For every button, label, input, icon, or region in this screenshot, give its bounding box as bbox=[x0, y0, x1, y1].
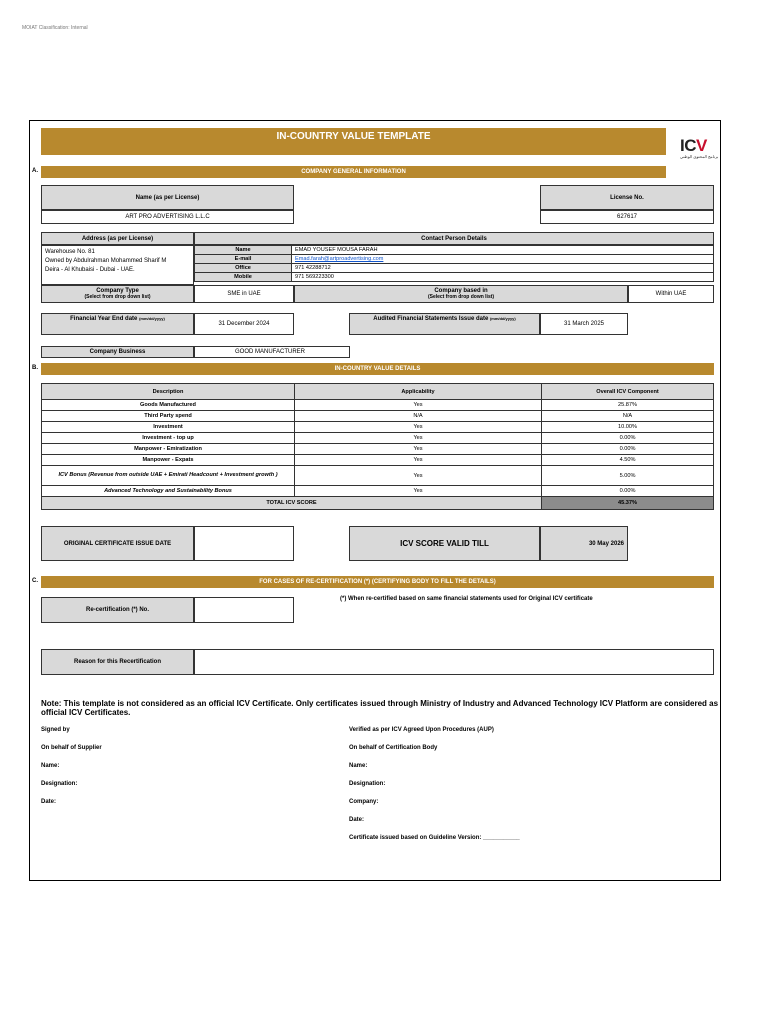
icv-row-val: 5.00% bbox=[542, 466, 714, 486]
contact-name-label: Name bbox=[195, 246, 292, 255]
icv-col-overall: Overall ICV Component bbox=[542, 384, 714, 400]
page-title: IN-COUNTRY VALUE TEMPLATE bbox=[41, 128, 666, 155]
icv-row-app[interactable]: Yes bbox=[295, 466, 542, 486]
recert-reason-label: Reason for this Recertification bbox=[41, 649, 194, 675]
icv-col-description: Description bbox=[42, 384, 295, 400]
icv-row-val: 10.00% bbox=[542, 422, 714, 433]
afs-issue-field[interactable]: 31 March 2025 bbox=[540, 313, 628, 335]
company-type-select[interactable]: SME in UAE bbox=[194, 285, 294, 303]
license-field[interactable]: 627617 bbox=[540, 210, 714, 224]
contact-row bbox=[195, 246, 714, 255]
icv-row-app[interactable]: Yes bbox=[295, 486, 542, 497]
sig-on-behalf-supplier: On behalf of Supplier bbox=[41, 745, 102, 751]
recert-reason-field[interactable] bbox=[194, 649, 714, 675]
contact-mobile-field[interactable]: 971 569223300 bbox=[292, 273, 714, 282]
contact-office-label: Office bbox=[195, 264, 292, 273]
icv-row bbox=[42, 433, 714, 444]
icv-row-desc: ICV Bonus (Revenue from outside UAE + Emirati Headcount + Investment growth ) bbox=[42, 466, 295, 486]
contact-row bbox=[195, 255, 714, 264]
icv-row-app[interactable]: Yes bbox=[295, 433, 542, 444]
company-based-select[interactable]: Within UAE bbox=[628, 285, 714, 303]
address-label: Address (as per License) bbox=[41, 232, 194, 245]
icv-row-desc: Investment bbox=[42, 422, 295, 433]
icv-row-desc: Investment - top up bbox=[42, 433, 295, 444]
icv-total-score: 45.37% bbox=[542, 497, 714, 510]
company-name-field[interactable]: ART PRO ADVERTISING L.L.C bbox=[41, 210, 294, 224]
disclaimer-note: Note: This template is not considered as an official ICV Certificate. Only certificates issued through Ministry of Industry and Advanced Technology ICV Platform are considered as official ICV Certificates. bbox=[41, 699, 719, 717]
icv-row-desc: Manpower - Expats bbox=[42, 455, 295, 466]
license-label: License No. bbox=[540, 185, 714, 210]
original-issue-label: ORIGINAL CERTIFICATE ISSUE DATE bbox=[41, 526, 194, 561]
sig-verifier-designation: Designation: bbox=[349, 781, 386, 787]
sig-guideline-version: Certificate issued based on Guideline Version: ___________ bbox=[349, 835, 520, 841]
company-type-sub: (Select from drop down list) bbox=[84, 294, 151, 300]
icv-logo-subtext: برنامج المحتوى الوطني bbox=[680, 154, 719, 159]
icv-logo bbox=[680, 138, 722, 164]
icv-row bbox=[42, 400, 714, 411]
recert-note: (*) When re-certified based on same financial statements used for Original ICV certificate bbox=[340, 596, 593, 602]
icv-row bbox=[42, 444, 714, 455]
icv-row-val: 0.00% bbox=[542, 444, 714, 455]
icv-row-val: 4.50% bbox=[542, 455, 714, 466]
icv-row-val: N/A bbox=[542, 411, 714, 422]
company-based-label bbox=[294, 285, 628, 303]
contact-name-field[interactable]: EMAD YOUSEF MOUSA FARAH bbox=[292, 246, 714, 255]
fy-end-field[interactable]: 31 December 2024 bbox=[194, 313, 294, 335]
sig-verifier-name: Name: bbox=[349, 763, 368, 769]
address-line: Deira - Al Khubaisi - Dubai - UAE. bbox=[45, 267, 135, 273]
icv-row-val: 0.00% bbox=[542, 433, 714, 444]
icv-row-desc: Manpower - Emiratization bbox=[42, 444, 295, 455]
section-a-header: COMPANY GENERAL INFORMATION bbox=[41, 166, 666, 178]
fy-end-title: Financial Year End date bbox=[70, 316, 138, 322]
icv-row-app[interactable]: Yes bbox=[295, 444, 542, 455]
contact-email-link[interactable]: Emad.farah@artproadvertising.com bbox=[295, 256, 384, 262]
fy-end-format: (mm/dd/yyyy) bbox=[139, 316, 165, 321]
icv-row bbox=[42, 486, 714, 497]
icv-row-desc: Advanced Technology and Sustainability Bonus bbox=[42, 486, 295, 497]
contact-office-field[interactable]: 971 42288712 bbox=[292, 264, 714, 273]
icv-total-label: TOTAL ICV SCORE bbox=[42, 497, 542, 510]
section-c-header: FOR CASES OF RE-CERTIFICATION (*) (CERTIFYING BODY TO FILL THE DETAILS) bbox=[41, 576, 714, 588]
icv-row-desc: Goods Manufactured bbox=[42, 400, 295, 411]
icv-details-table bbox=[41, 383, 714, 510]
valid-till-field: 30 May 2026 bbox=[540, 526, 628, 561]
company-name-label: Name (as per License) bbox=[41, 185, 294, 210]
sig-supplier-date: Date: bbox=[41, 799, 57, 805]
sig-supplier-designation: Designation: bbox=[41, 781, 78, 787]
sig-verifier-company: Company: bbox=[349, 799, 379, 805]
company-type-label bbox=[41, 285, 194, 303]
icv-total-row bbox=[42, 497, 714, 510]
contact-details-label: Contact Person Details bbox=[194, 232, 714, 245]
afs-issue-label bbox=[349, 313, 540, 335]
icv-row-app[interactable]: N/A bbox=[295, 411, 542, 422]
icv-row-app[interactable]: Yes bbox=[295, 422, 542, 433]
sig-supplier-name: Name: bbox=[41, 763, 60, 769]
icv-col-applicability: Applicability bbox=[295, 384, 542, 400]
icv-row-val: 0.00% bbox=[542, 486, 714, 497]
sig-verifier-date: Date: bbox=[349, 817, 365, 823]
contact-mobile-label: Mobile bbox=[195, 273, 292, 282]
afs-issue-title: Audited Financial Statements Issue date bbox=[373, 316, 489, 322]
icv-row-val: 25.87% bbox=[542, 400, 714, 411]
address-line: Owned by Abdulrahman Mohammed Sharif M bbox=[45, 258, 167, 264]
original-issue-field[interactable] bbox=[194, 526, 294, 561]
section-a-letter: A. bbox=[32, 168, 38, 174]
icv-row-app[interactable]: Yes bbox=[295, 455, 542, 466]
sig-on-behalf-cert-body: On behalf of Certification Body bbox=[349, 745, 438, 751]
fy-end-label bbox=[41, 313, 194, 335]
classification-label: MOIAT Classification: Internal bbox=[22, 25, 88, 31]
company-business-field[interactable]: GOOD MANUFACTURER bbox=[194, 346, 350, 358]
section-b-letter: B. bbox=[32, 365, 38, 371]
contact-email-label: E-mail bbox=[195, 255, 292, 264]
icv-header-row bbox=[42, 384, 714, 400]
icv-logo-text: ICV bbox=[680, 136, 707, 155]
company-based-sub: (Select from drop down list) bbox=[427, 294, 495, 300]
icv-row bbox=[42, 466, 714, 486]
recert-no-label: Re-certification (*) No. bbox=[41, 597, 194, 623]
icv-row-desc: Third Party spend bbox=[42, 411, 295, 422]
section-b-header: IN-COUNTRY VALUE DETAILS bbox=[41, 363, 714, 375]
sig-signed-by: Signed by bbox=[41, 727, 70, 733]
icv-row bbox=[42, 455, 714, 466]
afs-issue-format: (mm/dd/yyyy) bbox=[489, 316, 516, 321]
recert-no-field[interactable] bbox=[194, 597, 294, 623]
contact-row bbox=[195, 273, 714, 282]
contact-table bbox=[194, 245, 714, 282]
sig-verified-aup: Verified as per ICV Agreed Upon Procedures (AUP) bbox=[349, 727, 494, 733]
icv-row bbox=[42, 411, 714, 422]
icv-row-app[interactable]: Yes bbox=[295, 400, 542, 411]
contact-row bbox=[195, 264, 714, 273]
valid-till-label: ICV SCORE VALID TILL bbox=[349, 526, 540, 561]
address-field[interactable] bbox=[41, 245, 194, 285]
company-business-label: Company Business bbox=[41, 346, 194, 358]
company-type-title: Company Type bbox=[96, 288, 139, 294]
company-based-title: Company based in bbox=[434, 288, 488, 294]
section-c-letter: C. bbox=[32, 578, 38, 584]
address-line: Warehouse No. 81 bbox=[45, 249, 95, 255]
icv-row bbox=[42, 422, 714, 433]
